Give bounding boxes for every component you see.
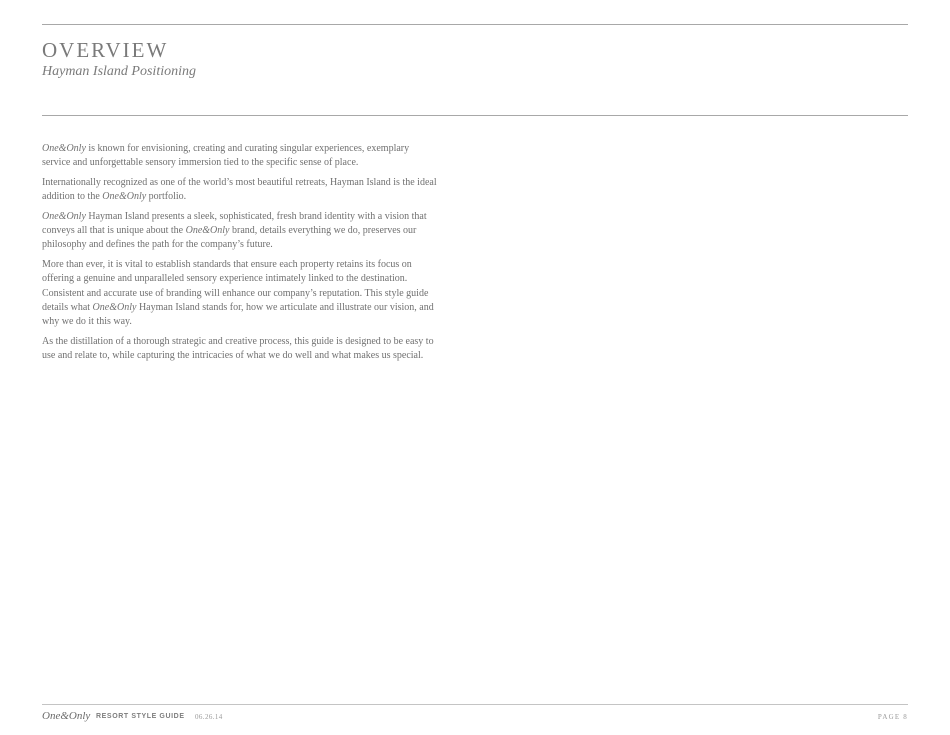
body-copy — [42, 142, 437, 369]
paragraph-text: Hayman Island presents a sleek, sophisticated, fresh brand identity with a vision that conveys all that is unique about the — [42, 210, 427, 237]
paragraph-text: portfolio. — [146, 191, 187, 203]
body-paragraph — [42, 142, 437, 171]
footer-date: 06.26.14 — [195, 713, 223, 721]
body-paragraph — [42, 176, 437, 205]
page-subtitle: Hayman Island Positioning — [42, 64, 196, 79]
brand-name: One&Only — [102, 191, 147, 203]
top-rule — [42, 24, 908, 25]
paragraph-text: brand, details everything we do, preserves our philosophy and defines the path for the company’s future. — [42, 225, 417, 251]
body-paragraph — [42, 210, 437, 253]
brand-name: One&Only — [185, 225, 230, 237]
page-title: OVERVIEW — [42, 38, 169, 62]
brand-name: One&Only — [42, 143, 86, 154]
brand-name: One&Only — [92, 302, 137, 314]
paragraph-text: is known for envisioning, creating and curating singular experiences, exemplary service and unforgettable sensory immersion tied to the specific sense of place. — [42, 143, 410, 169]
header-divider — [42, 115, 908, 116]
footer-logo: One&Only — [42, 710, 91, 722]
paragraph-text: Internationally recognized as one of the world’s most beautiful retreats, Hayman Island is the ideal addition to the — [42, 176, 437, 203]
paragraph-text: More than ever, it is vital to establish standards that ensure each property retains its focus on offering a genuine and unparalleled sensory experience intimately linked to the destination. Consistent and accurate use of branding will enhance our company’s reputation. This style guide details what — [42, 258, 429, 314]
footer-rule — [42, 704, 908, 705]
footer-guide-label: RESORT STYLE GUIDE — [96, 713, 185, 720]
brand-name: One&Only — [42, 210, 86, 222]
page-number: PAGE 8 — [877, 713, 908, 721]
paragraph-text: As the distillation of a thorough strategic and creative process, this guide is designed to be easy to use and relate to, while capturing the intricacies of what we do well and what makes us special. — [42, 335, 434, 362]
body-paragraph — [42, 335, 437, 364]
body-paragraph — [42, 258, 437, 330]
paragraph-text: Hayman Island stands for, how we articulate and illustrate our vision, and why we do it this way. — [42, 302, 434, 328]
